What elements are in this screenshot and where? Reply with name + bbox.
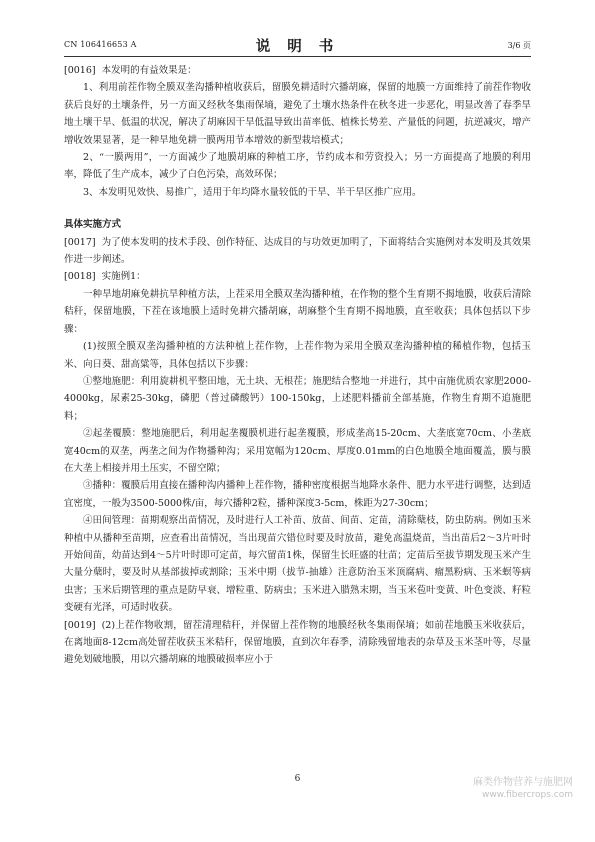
paragraph-text: ①整地施肥：利用旋耕机平整田地，无土块、无根茬；施肥结合整地一并进行，其中亩施优质农家肥2000-4000kg，尿素25-30kg，磷肥（普过磷酸钙）100-150kg，上述肥料播前全部基施，作物生育期不追施肥料； xyxy=(64,375,531,422)
paragraph-text: ②起垄覆膜：整地施肥后，利用起垄覆膜机进行起垄覆膜，形成垄高15-20cm、大垄底宽70cm、小垄底宽40cm的双垄，两垄之间为作物播种沟；采用宽幅为120cm、厚度0.01mm的白色地膜全地面覆盖，膜与膜在大垄上相接并用土压实，不留空隙； xyxy=(64,428,531,474)
paragraph-substep-1 xyxy=(64,373,531,425)
paragraph-text: 1、利用前茬作物全膜双垄沟播种植收获后，留膜免耕适时穴播胡麻，保留的地膜一方面维持了前茬作物收获后良好的土壤条件，另一方面又经秋冬集雨保墒，避免了土壤水热条件在秋冬进一步恶化，明显改善了春季旱地土壤干旱、低温的状况，解决了胡麻因干旱低温导致出苗率低、植株长势差、产量低的问题，抗逆减灾，增产增收效果显著，是一种旱地免耕一膜两用节本增效的新型栽培模式； xyxy=(64,82,531,146)
watermark-line-1: 麻类作物营养与施肥网 xyxy=(473,777,573,788)
paragraph-0019 xyxy=(64,617,531,669)
paragraph-text: 为了使本发明的技术手段、创作特征、达成目的与功效更加明了，下面将结合实施例对本发明及其效果作进一步阐述。 xyxy=(64,236,531,266)
paragraph-text: ③播种：覆膜后用直接在播种沟内播种上茬作物，播种密度根据当地降水条件、肥力水平进行调整，达到适宜密度，一般为3500-5000株/亩，每穴播种2粒，播种深度3-5cm，株距为27-30cm； xyxy=(64,480,531,509)
paragraph-tag: [0016] xyxy=(64,65,96,76)
paragraph-text: ④田间管理：苗期观察出苗情况，及时进行人工补苗、放苗、间苗、定苗，清除蘖枝，防虫防病。例如玉米种植中从播种至苗期，应查看出苗情况，当出现苗穴错位时要及时放苗，避免高温烧苗，当出苗后2～3片叶时开始间苗，幼苗达到4～5片叶时即可定苗，每穴留苗1株，保留生长旺盛的壮苗；定苗后至拔节期发现玉米产生大量分蘖时，要及时从基部拔掉或割除；玉米中期（拔节-抽雄）注意防治玉米顶腐病、瘤黑粉病、玉米螟等病虫害；玉米后期管理的重点是防早衰、增粒重、防病虫；玉米进入腊熟末期，当玉米苞叶变黄、叶色变淡、籽粒变硬有光泽，可适时收获。 xyxy=(64,515,531,614)
document-body xyxy=(64,62,531,669)
watermark-line-2: www.fibercrops.com xyxy=(482,790,573,800)
paragraph-text: 本发明的有益效果是： xyxy=(101,65,197,76)
paragraph-substep-4 xyxy=(64,512,531,616)
paragraph-substep-2 xyxy=(64,425,531,477)
header-rule xyxy=(64,56,531,57)
paragraph-text: 实施例1： xyxy=(101,271,146,283)
paragraph-text: 2、“一膜两用”，一方面减少了地膜胡麻的种植工序，节约成本和劳资投入；另一方面提高了地膜的利用率，降低了生产成本，减少了白色污染，高效环保； xyxy=(64,152,531,181)
page-indicator: 3/6 页 xyxy=(507,41,531,50)
paragraph-tag: [0018] xyxy=(64,271,96,283)
paragraph-text: (1)按照全膜双垄沟播种植的方法种植上茬作物，上茬作物为采用全膜双垄沟播种植的稀植作物，包括玉米、向日葵、甜高粱等，具体包括以下步骤： xyxy=(64,341,531,370)
paragraph-step-1 xyxy=(64,338,531,373)
paragraph-effect-2 xyxy=(64,149,531,184)
section-heading: 具体实施方式 xyxy=(64,219,122,231)
paragraph-tag: [0019] xyxy=(64,619,96,631)
paragraph-effect-1 xyxy=(64,79,531,149)
page-number: 6 xyxy=(294,774,301,784)
site-watermark xyxy=(473,776,573,802)
paragraph-0018 xyxy=(64,268,531,285)
document-title: 说 明 书 xyxy=(255,38,340,55)
paragraph-0016 xyxy=(64,62,531,79)
paragraph-text: 3、本发明见效快、易推广，适用于年均降水量较低的干旱、半干旱区推广应用。 xyxy=(83,186,422,198)
paragraph-tag: [0017] xyxy=(64,236,96,248)
paragraph-text: 一种旱地胡麻免耕抗旱种植方法，上茬采用全膜双垄沟播种植，在作物的整个生育期不揭地膜，收获后清除秸秆，保留地膜，下茬在该地膜上适时免耕穴播胡麻，胡麻整个生育期不揭地膜，直至收获；具体包括以下步骤： xyxy=(64,288,531,335)
page-header xyxy=(64,35,531,55)
paragraph-substep-3 xyxy=(64,477,531,512)
patent-number: CN 106416653 A xyxy=(64,40,137,49)
paragraph-effect-3 xyxy=(64,184,531,201)
paragraph-method xyxy=(64,286,531,338)
paragraph-text: (2)上茬作物收割，留茬清理秸秆，并保留上茬作物的地膜经秋冬集雨保墒；如前茬地膜玉米收获后，在离地面8-12cm高处留茬收获玉米秸秆，保留地膜，直到次年春季，清除残留地表的杂草及玉米茎叶等，尽量避免划破地膜，用以穴播胡麻的地膜破损率应小于 xyxy=(64,619,531,666)
paragraph-0017 xyxy=(64,234,531,269)
